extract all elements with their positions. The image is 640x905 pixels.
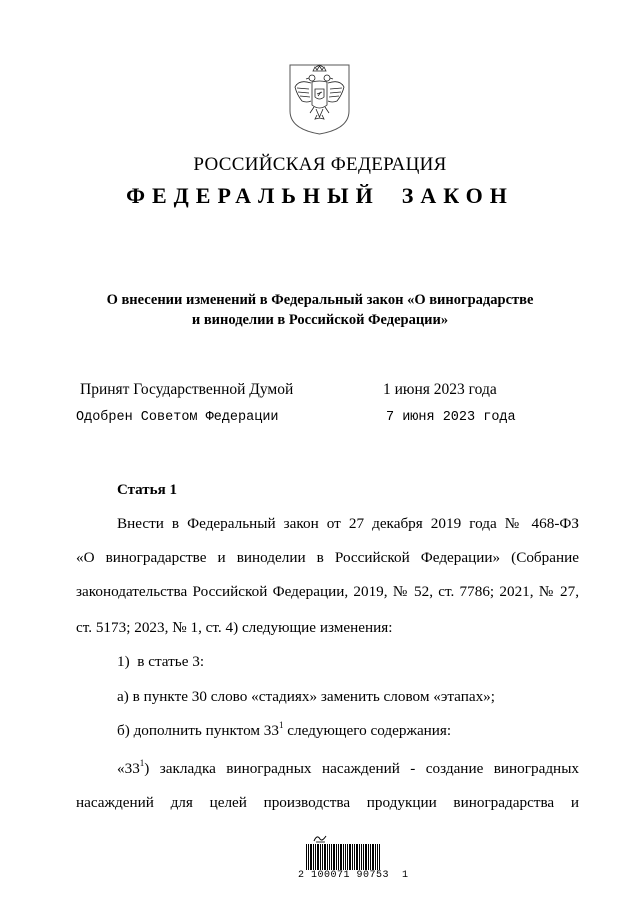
item-b-text: б) дополнить пунктом 33 [117,722,279,739]
list-item [117,722,451,740]
article-heading: Статья 1 [117,482,177,498]
definition-line: насаждений для целей производства продукции виноградарства и [76,794,579,811]
list-item: 1) в статье 3: [117,653,205,670]
definition-text: ) закладка виноградных насаждений - создание виноградных [144,760,579,777]
law-subject [60,290,580,330]
barcode-number: 2 100071 90753 1 [298,870,409,881]
council-approval-date: 7 июня 2023 года [386,410,516,425]
superscript: 1 [278,720,284,730]
duma-adoption-label: Принят Государственной Думой [80,381,294,398]
item-b-text-end: следующего содержания: [283,722,452,739]
document-type-title [0,183,640,209]
paragraph-line: «О виноградарстве и виноделии в Российской Федерации» (Собрание [76,549,579,566]
signature-mark-icon [313,833,327,843]
coat-of-arms-icon [287,63,352,136]
law-title-word-2: ЗАКОН [401,183,514,208]
paragraph-line: законодательства Российской Федерации, 2019, № 52, ст. 7786; 2021, № 27, [76,583,579,600]
list-item: а) в пункте 30 слово «стадиях» заменить словом «этапах»; [117,688,495,705]
council-approval-label: Одобрен Советом Федерации [76,410,279,425]
subject-line-2: и виноделии в Российской Федерации» [191,312,449,328]
paragraph-line: ст. 5173; 2023, № 1, ст. 4) следующие изменения: [76,619,393,636]
definition-line [117,760,579,778]
subject-line-1: О внесении изменений в Федеральный закон «О виноградарстве [106,292,534,308]
paragraph-line: Внести в Федеральный закон от 27 декабря 2019 года № 468-ФЗ [117,515,579,532]
definition-number: «33 [117,760,140,777]
superscript: 1 [139,758,145,768]
law-title-word-1: ФЕДЕРАЛЬНЫЙ [126,183,380,208]
duma-adoption-date: 1 июня 2023 года [383,381,497,398]
country-name: РОССИЙСКАЯ ФЕДЕРАЦИЯ [193,154,447,175]
barcode-icon [306,844,380,870]
